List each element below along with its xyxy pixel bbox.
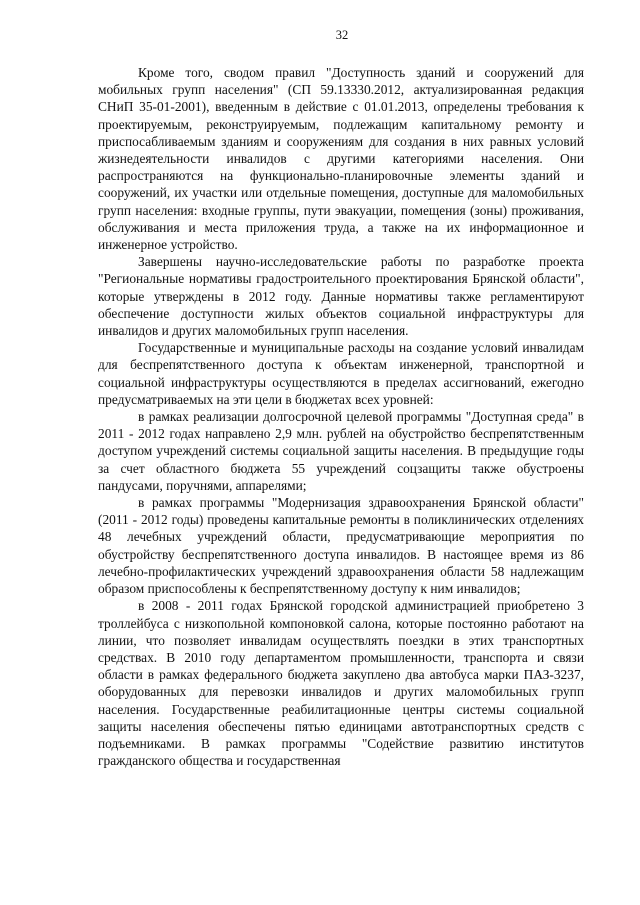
- paragraph-accessibility-rules: Кроме того, сводом правил "Доступность зданий и сооружений для мобильных групп населения" (СП 59.13330.2012, актуализированная редакция СНиП 35-01-2001), введенным в действие с 01.01.2013, определены требования к проектируемым, реконструируемым, подлежащим капитальному ремонту и приспосабливаемым зданиям и сооружениям для создания в них равных условий жизнедеятельности инвалидов с другими категориями населения. Они распространяются на функционально-планировочные элементы зданий и сооружений, их участки или отдельные помещения, доступные для маломобильных групп населения: входные группы, пути эвакуации, помещения (зоны) проживания, обслуживания и места приложения труда, а также на их информационное и инженерное устройство.: [98, 65, 584, 253]
- page-number: 32: [335, 28, 349, 42]
- paragraph-expenditures: Государственные и муниципальные расходы на создание условий инвалидам для беспрепятственного доступа к объектам инженерной, транспортной и социальной инфраструктуры осуществляются в пределах ассигнований, ежегодно предусматриваемых на эти цели в бюджетах всех уровней:: [98, 340, 584, 407]
- paragraph-accessible-environment-program: в рамках реализации долгосрочной целевой программы "Доступная среда" в 2011 - 2012 годах направлено 2,9 млн. рублей на обустройство беспрепятственным доступом учреждений системы социальной защиты населения. В предыдущие годы за счет областного бюджета 55 учреждений соцзащиты также обустроены пандусами, поручнями, аппарелями;: [98, 409, 584, 493]
- paragraph-regional-norms: Завершены научно-исследовательские работы по разработке проекта "Региональные нормативы градостроительного проектирования Брянской области", которые утверждены в 2012 году. Данные нормативы также регламентируют обеспечение доступности жилых объектов социальной инфраструктуры для инвалидов и других маломобильных групп населения.: [98, 254, 584, 339]
- paragraph-transport: в 2008 - 2011 годах Брянской городской администрацией приобретено 3 троллейбуса с низкопольной компоновкой салона, которые постоянно работают на линии, что позволяет инвалидам осуществлять поездки в этих транспортных средствах. В 2010 году департаментом промышленности, транспорта и связи области в рамках федерального бюджета закуплено два автобуса марки ПАЗ-3237, оборудованных для перевозки инвалидов и других маломобильных групп населения. Государственные реабилитационные центры системы социальной защиты населения обеспечены пятью единицами автотранспортных средств с подъемниками. В рамках программы "Содействие развитию институтов гражданского общества и государственная: [98, 598, 584, 769]
- paragraph-healthcare-modernization: в рамках программы "Модернизация здравоохранения Брянской области" (2011 - 2012 годы) проведены капитальные ремонты в поликлинических отделениях 48 лечебных учреждений области, предусматривающие мероприятия по обустройству беспрепятственного доступа инвалидов. В настоящее время из 86 лечебно-профилактических учреждений здравоохранения области 58 надлежащим образом приспособлены к беспрепятственному доступу к ним инвалидов;: [98, 495, 584, 597]
